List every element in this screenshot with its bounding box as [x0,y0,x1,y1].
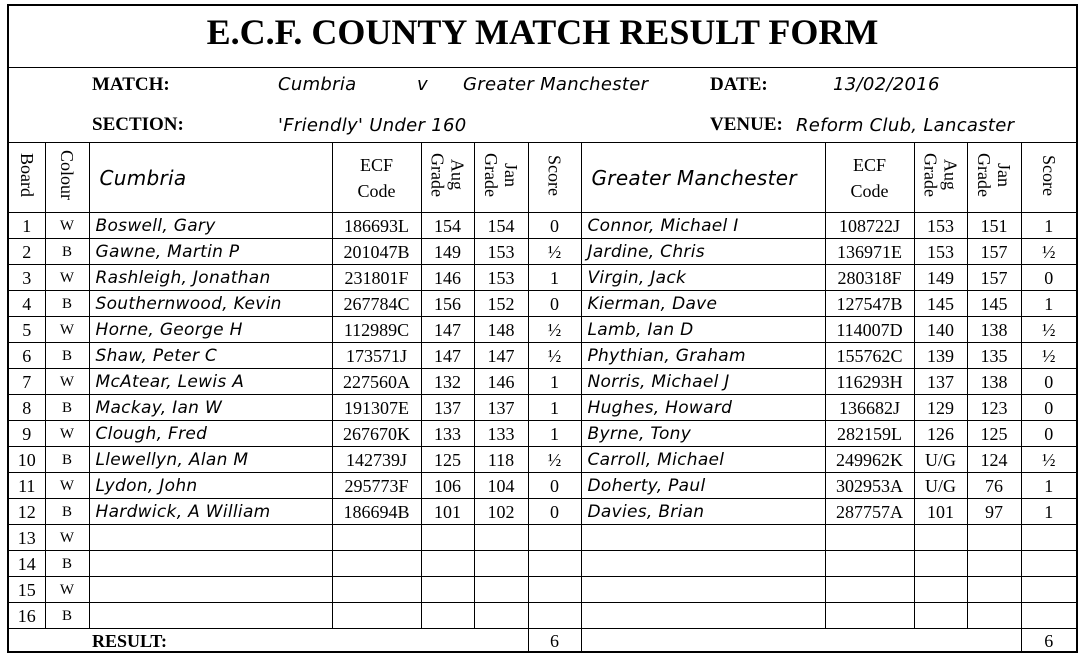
colour: W [45,577,89,603]
home-aug-grade: 106 [421,473,474,499]
colour: W [45,213,89,239]
away-player-name: Norris, Michael J [581,369,825,395]
home-ecf-code: 142739J [332,447,421,473]
board-number: 12 [9,499,45,525]
home-player-name: Southernwood, Kevin [89,291,332,317]
home-jan-grade: 137 [474,395,528,421]
home-jan-grade [474,551,528,577]
table-row [9,213,1076,239]
home-aug-grade: 147 [421,317,474,343]
board-number: 6 [9,343,45,369]
away-ecf-code: 108722J [825,213,914,239]
away-jan-grade: 151 [967,213,1021,239]
colour: B [45,239,89,265]
home-total-score: 6 [528,629,581,654]
table-row [9,369,1076,395]
home-team-header: Cumbria [89,143,332,213]
colour: B [45,499,89,525]
colour: W [45,265,89,291]
away-score [1021,603,1076,629]
board-number: 9 [9,421,45,447]
away-ecf-code [825,525,914,551]
away-ecf-code: 280318F [825,265,914,291]
away-aug-grade: 149 [914,265,967,291]
board-number: 8 [9,395,45,421]
board-number: 13 [9,525,45,551]
home-ecf-code: 186693L [332,213,421,239]
home-jan-grade: 118 [474,447,528,473]
colour: W [45,421,89,447]
away-ecf-code [825,551,914,577]
away-score: 0 [1021,395,1076,421]
away-aug-grade: 153 [914,239,967,265]
away-aug-grade: 126 [914,421,967,447]
away-aug-grade-header: Aug Grade [914,143,967,213]
table-row [9,421,1076,447]
home-aug-grade: 101 [421,499,474,525]
home-ecf-code: 267784C [332,291,421,317]
section-label: SECTION: [92,114,184,135]
away-ecf-code: 116293H [825,369,914,395]
away-jan-grade: 97 [967,499,1021,525]
home-score: ½ [528,447,581,473]
home-ecf-code [332,551,421,577]
home-jan-grade [474,577,528,603]
home-jan-grade: 104 [474,473,528,499]
home-score: 1 [528,421,581,447]
colour: B [45,291,89,317]
away-player-name: Phythian, Graham [581,343,825,369]
table-row [9,525,1076,551]
home-aug-grade: 154 [421,213,474,239]
table-row [9,317,1076,343]
away-score: 0 [1021,421,1076,447]
away-player-name [581,551,825,577]
match-date: 13/02/2016 [833,74,940,95]
home-ecf-code: 173571J [332,343,421,369]
away-aug-grade: U/G [914,473,967,499]
board-number: 7 [9,369,45,395]
away-aug-grade: 139 [914,343,967,369]
home-jan-grade: 146 [474,369,528,395]
home-ecf-code: 231801F [332,265,421,291]
home-aug-grade: 133 [421,421,474,447]
table-row [9,447,1076,473]
away-score [1021,577,1076,603]
away-ecf-code: 136682J [825,395,914,421]
home-aug-grade: 147 [421,343,474,369]
away-player-name: Connor, Michael I [581,213,825,239]
venue-value: Reform Club, Lancaster [796,115,1015,136]
result-form [7,4,1078,653]
home-aug-grade: 146 [421,265,474,291]
home-player-name: Horne, George H [89,317,332,343]
away-jan-grade: 123 [967,395,1021,421]
away-player-name: Carroll, Michael [581,447,825,473]
table-row [9,239,1076,265]
away-aug-grade: 153 [914,213,967,239]
away-player-name [581,525,825,551]
board-header: Board [9,143,45,213]
home-ecf-code: 295773F [332,473,421,499]
away-score-header: Score [1021,143,1076,213]
away-score [1021,525,1076,551]
table-row [9,265,1076,291]
home-ecf-code [332,577,421,603]
home-player-name: Llewellyn, Alan M [89,447,332,473]
away-jan-grade [967,551,1021,577]
home-player-name: Boswell, Gary [89,213,332,239]
match-header [9,68,1076,143]
colour-header: Colour [45,143,89,213]
away-aug-grade: 101 [914,499,967,525]
colour: B [45,551,89,577]
home-jan-grade: 154 [474,213,528,239]
home-player-name: Gawne, Martin P [89,239,332,265]
table-row [9,473,1076,499]
board-number: 1 [9,213,45,239]
colour: B [45,603,89,629]
colour: W [45,525,89,551]
home-aug-grade [421,551,474,577]
board-number: 14 [9,551,45,577]
away-jan-grade: 125 [967,421,1021,447]
home-score [528,525,581,551]
away-jan-grade-header: Jan Grade [967,143,1021,213]
home-aug-grade: 132 [421,369,474,395]
colour: B [45,343,89,369]
home-score: 1 [528,395,581,421]
home-aug-grade-header: Aug Grade [421,143,474,213]
away-ecf-code [825,577,914,603]
home-score: ½ [528,239,581,265]
away-player-name: Lamb, Ian D [581,317,825,343]
away-score: 1 [1021,291,1076,317]
result-spacer [581,629,1021,654]
date-label: DATE: [710,74,768,95]
away-score: 1 [1021,473,1076,499]
away-aug-grade: 137 [914,369,967,395]
home-score [528,603,581,629]
away-jan-grade: 124 [967,447,1021,473]
home-player-name: Shaw, Peter C [89,343,332,369]
table-row [9,343,1076,369]
board-number: 5 [9,317,45,343]
colour: W [45,317,89,343]
away-aug-grade: U/G [914,447,967,473]
away-jan-grade: 145 [967,291,1021,317]
away-jan-grade: 135 [967,343,1021,369]
home-team-name: Cumbria [278,74,357,95]
away-aug-grade: 129 [914,395,967,421]
away-score: ½ [1021,447,1076,473]
away-jan-grade: 138 [967,317,1021,343]
result-label: RESULT: [9,629,528,654]
colour: B [45,395,89,421]
home-ecf-code: 201047B [332,239,421,265]
board-number: 3 [9,265,45,291]
home-player-name: McAtear, Lewis A [89,369,332,395]
away-score [1021,551,1076,577]
home-aug-grade [421,525,474,551]
away-ecf-code [825,603,914,629]
away-total-score: 6 [1021,629,1076,654]
home-score [528,577,581,603]
home-jan-grade: 133 [474,421,528,447]
home-jan-grade [474,603,528,629]
board-number: 2 [9,239,45,265]
away-ecf-code: 282159L [825,421,914,447]
home-score: 1 [528,265,581,291]
away-aug-grade [914,603,967,629]
home-ecf-code: 186694B [332,499,421,525]
home-score: ½ [528,317,581,343]
home-aug-grade: 156 [421,291,474,317]
home-player-name: Rashleigh, Jonathan [89,265,332,291]
away-jan-grade [967,603,1021,629]
colour: W [45,369,89,395]
home-aug-grade: 149 [421,239,474,265]
away-score: 1 [1021,213,1076,239]
home-player-name [89,525,332,551]
away-player-name [581,577,825,603]
away-jan-grade: 76 [967,473,1021,499]
board-number: 4 [9,291,45,317]
away-score: ½ [1021,317,1076,343]
away-aug-grade [914,577,967,603]
home-player-name [89,551,332,577]
away-ecf-code: 127547B [825,291,914,317]
home-aug-grade: 137 [421,395,474,421]
match-label: MATCH: [92,74,170,95]
board-number: 11 [9,473,45,499]
home-ecf-code [332,525,421,551]
home-score: 0 [528,213,581,239]
away-player-name [581,603,825,629]
home-aug-grade [421,577,474,603]
away-aug-grade: 140 [914,317,967,343]
away-score: 1 [1021,499,1076,525]
away-player-name: Davies, Brian [581,499,825,525]
home-player-name [89,577,332,603]
away-ecf-code: 136971E [825,239,914,265]
home-jan-grade: 153 [474,265,528,291]
away-team-name: Greater Manchester [463,74,649,95]
away-jan-grade: 157 [967,265,1021,291]
away-player-name: Doherty, Paul [581,473,825,499]
board-number: 10 [9,447,45,473]
home-jan-grade: 148 [474,317,528,343]
home-jan-grade-header: Jan Grade [474,143,528,213]
home-score: 1 [528,369,581,395]
away-score: 0 [1021,369,1076,395]
home-score: ½ [528,343,581,369]
home-player-name [89,603,332,629]
away-player-name: Virgin, Jack [581,265,825,291]
away-score: ½ [1021,239,1076,265]
away-jan-grade: 138 [967,369,1021,395]
home-score: 0 [528,291,581,317]
table-row [9,551,1076,577]
board-number: 15 [9,577,45,603]
colour: B [45,447,89,473]
home-aug-grade [421,603,474,629]
away-ecf-code: 287757A [825,499,914,525]
table-header-row [9,143,1076,213]
home-ecf-code: 191307E [332,395,421,421]
venue-label: VENUE: [710,114,783,135]
home-score: 0 [528,473,581,499]
home-score: 0 [528,499,581,525]
away-jan-grade [967,577,1021,603]
away-ecf-code: 114007D [825,317,914,343]
home-player-name: Lydon, John [89,473,332,499]
away-player-name: Jardine, Chris [581,239,825,265]
away-player-name: Byrne, Tony [581,421,825,447]
away-jan-grade: 157 [967,239,1021,265]
away-aug-grade [914,551,967,577]
home-jan-grade: 153 [474,239,528,265]
table-row [9,395,1076,421]
table-row [9,291,1076,317]
away-player-name: Hughes, Howard [581,395,825,421]
home-jan-grade [474,525,528,551]
versus: v [417,74,428,95]
away-jan-grade [967,525,1021,551]
results-table [9,143,1076,653]
section-value: 'Friendly' Under 160 [278,115,467,136]
away-player-name: Kierman, Dave [581,291,825,317]
away-score: 0 [1021,265,1076,291]
colour: W [45,473,89,499]
home-player-name: Mackay, Ian W [89,395,332,421]
result-row [9,629,1076,654]
table-row [9,499,1076,525]
table-row [9,603,1076,629]
home-jan-grade: 152 [474,291,528,317]
home-player-name: Clough, Fred [89,421,332,447]
away-ecf-code: 249962K [825,447,914,473]
form-title: E.C.F. COUNTY MATCH RESULT FORM [9,6,1076,68]
table-row [9,577,1076,603]
home-ecf-code: 227560A [332,369,421,395]
board-number: 16 [9,603,45,629]
away-team-header: Greater Manchester [581,143,825,213]
home-player-name: Hardwick, A William [89,499,332,525]
away-ecf-code: 302953A [825,473,914,499]
away-ecf-code-header: ECF Code [825,143,914,213]
away-aug-grade: 145 [914,291,967,317]
away-ecf-code: 155762C [825,343,914,369]
home-score [528,551,581,577]
home-ecf-code: 112989C [332,317,421,343]
home-aug-grade: 125 [421,447,474,473]
away-score: ½ [1021,343,1076,369]
home-ecf-code-header: ECF Code [332,143,421,213]
home-ecf-code: 267670K [332,421,421,447]
home-score-header: Score [528,143,581,213]
home-ecf-code [332,603,421,629]
home-jan-grade: 102 [474,499,528,525]
home-jan-grade: 147 [474,343,528,369]
away-aug-grade [914,525,967,551]
